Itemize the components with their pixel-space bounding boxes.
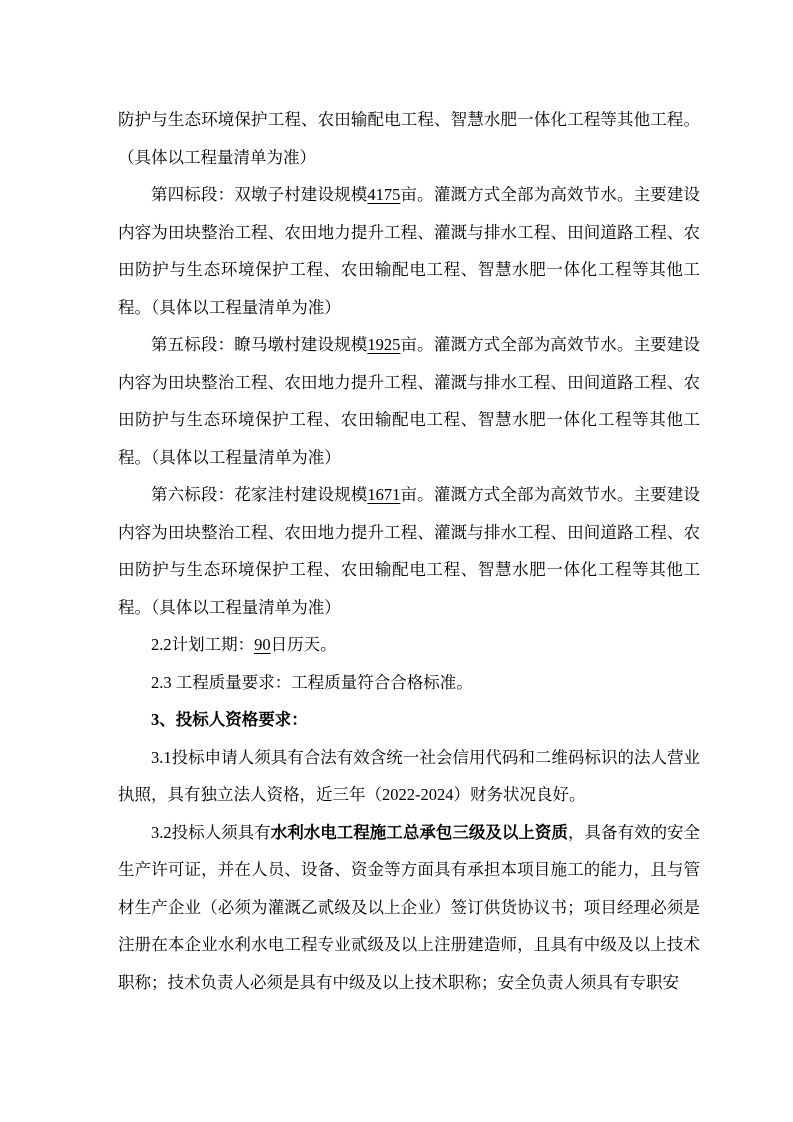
underlined-area-value: 1671: [367, 485, 401, 504]
text-run: 3.2投标人须具有: [151, 822, 271, 842]
text-run: 3.1投标申请人须具有合法有效含统一社会信用代码和二维码标识的法人营业执照，具有独立法人资格，近三年（2022-2024）财务状况良好。: [118, 747, 700, 804]
heading-bidder-qualification: [118, 701, 700, 739]
section-heading-run: 3、投标人资格要求：: [151, 710, 308, 729]
text-run: 亩。灌溉方式全部为高效节水。主要建设内容为田块整治工程、农田地力提升工程、灌溉与排水工程、田间道路工程、农田防护与生态环境保护工程、农田输配电工程、智慧水肥一体化工程等其他工程。（具体以工程量清单为准）: [118, 485, 701, 617]
text-run: 亩。灌溉方式全部为高效节水。主要建设内容为田块整治工程、农田地力提升工程、灌溉与排水工程、田间道路工程、农田防护与生态环境保护工程、农田输配电工程、智慧水肥一体化工程等其他工程。（具体以工程量清单为准）: [118, 335, 701, 467]
paragraph-quality-requirement: [118, 664, 700, 702]
paragraph-planned-duration: [118, 626, 700, 664]
underlined-area-value: 1925: [367, 335, 401, 354]
text-run: 2.2计划工期：: [151, 635, 255, 654]
paragraph-qualification-3-1: [118, 739, 700, 814]
underlined-duration-value: 90: [254, 635, 271, 654]
bold-qualification-run: 水利水电工程施工总承包三级及以上资质: [270, 822, 568, 842]
underlined-area-value: 4175: [367, 185, 401, 204]
text-run: 防护与生态环境保护工程、农田输配电工程、智慧水肥一体化工程等其他工程。（具体以工程量清单为准）: [118, 110, 700, 167]
text-run: 日历天。: [270, 635, 337, 654]
text-run: 2.3 工程质量要求：工程质量符合合格标准。: [151, 672, 473, 692]
text-run: 第四标段：双墩子村建设规模: [151, 185, 368, 204]
text-run: 亩。灌溉方式全部为高效节水。主要建设内容为田块整治工程、农田地力提升工程、灌溉与排水工程、田间道路工程、农田防护与生态环境保护工程、农田输配电工程、智慧水肥一体化工程等其他工程。（具体以工程量清单为准）: [118, 185, 701, 317]
paragraph-bid-section-6: [118, 476, 700, 626]
paragraph-bid-section-4: [118, 176, 700, 326]
text-run: 第五标段：瞭马墩村建设规模: [151, 335, 368, 354]
paragraph-continuation-other-works: [118, 101, 700, 176]
paragraph-bid-section-5: [118, 326, 700, 476]
paragraph-qualification-3-2: [118, 814, 700, 1002]
text-run: ，具备有效的安全生产许可证，并在人员、设备、资金等方面具有承担本项目施工的能力，且与管材生产企业（必须为灌溉乙贰级及以上企业）签订供货协议书；项目经理必须是注册在本企业水利水电工程专业贰级及以上注册建造师，且具有中级及以上技术职称；技术负责人必须是具有中级及以上技术职称；安全负责人须具有专职安: [118, 822, 701, 992]
text-run: 第六标段：花家洼村建设规模: [151, 485, 368, 504]
